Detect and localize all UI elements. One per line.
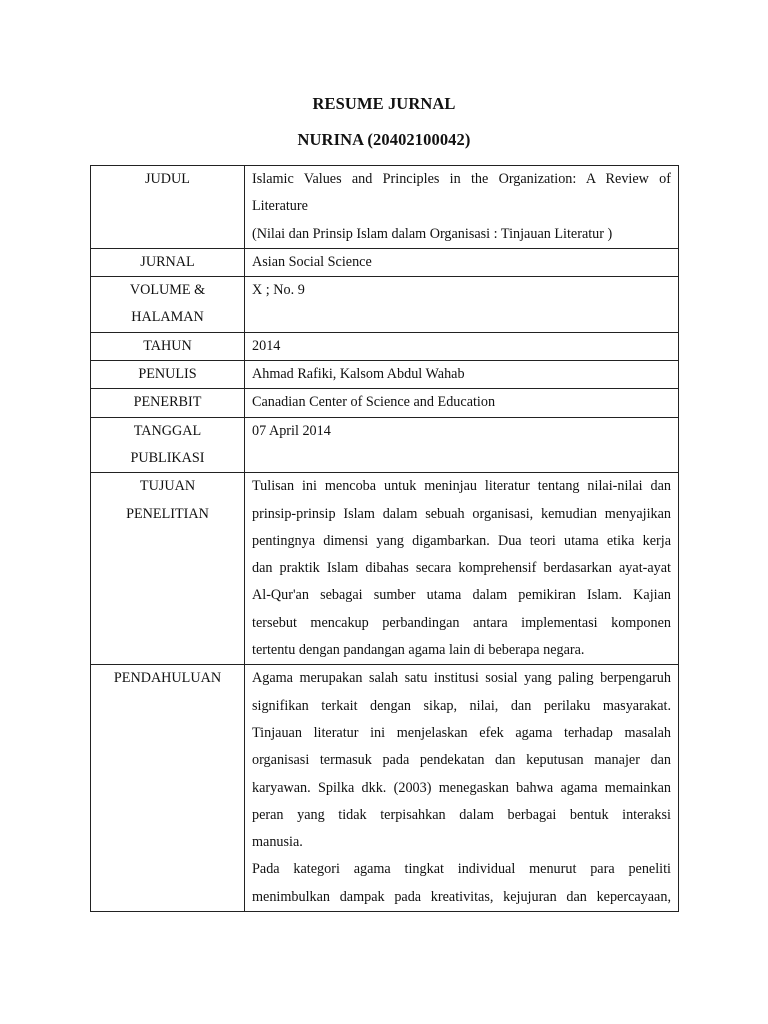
row-value-line: Pada kategori agama tingkat individual menurut para peneliti bbox=[252, 861, 671, 878]
row-value bbox=[245, 665, 679, 912]
row-value-line: 2014 bbox=[252, 337, 281, 354]
row-value-line: Islamic Values and Principles in the Organization: A Review of bbox=[252, 171, 671, 187]
row-label-line: TUJUAN bbox=[139, 478, 196, 495]
row-value-line: tertentu dengan pandangan agama lain di beberapa negara. bbox=[252, 642, 585, 659]
row-label bbox=[91, 166, 245, 249]
row-value bbox=[245, 248, 679, 276]
row-label bbox=[91, 417, 245, 473]
resume-table-body bbox=[91, 166, 679, 912]
row-label bbox=[91, 665, 245, 912]
row-value-line: menimbulkan dampak pada kreativitas, kejujuran dan kepercayaan, bbox=[252, 888, 671, 905]
row-value-line: tersebut mencakup perbandingan antara implementasi komponen bbox=[252, 614, 671, 631]
row-label bbox=[91, 361, 245, 389]
row-label bbox=[91, 277, 245, 333]
row-label bbox=[91, 332, 245, 360]
row-value-line: Tinjauan literatur ini menjelaskan efek agama terhadap masalah bbox=[252, 724, 671, 741]
row-label-line: PENULIS bbox=[138, 366, 197, 383]
row-label-line: JURNAL bbox=[140, 253, 195, 270]
row-value-line: X ; No. 9 bbox=[252, 282, 305, 299]
row-value-line: 07 April 2014 bbox=[252, 422, 331, 439]
table-row bbox=[91, 473, 679, 665]
row-label bbox=[91, 473, 245, 665]
row-value bbox=[245, 166, 679, 249]
row-value bbox=[245, 473, 679, 665]
row-value-line: signifikan terkait dengan sikap, nilai, dan perilaku masyarakat. bbox=[252, 697, 671, 714]
row-value-line: Canadian Center of Science and Education bbox=[252, 394, 496, 411]
row-value-line: (Nilai dan Prinsip Islam dalam Organisasi : Tinjauan Literatur ) bbox=[252, 225, 613, 242]
row-value-line: Asian Social Science bbox=[252, 253, 372, 270]
row-value bbox=[245, 332, 679, 360]
table-row bbox=[91, 361, 679, 389]
row-label-line: TAHUN bbox=[143, 337, 192, 354]
row-value-line: prinsip-prinsip Islam dalam sebuah organisasi, kemudian menyajikan bbox=[252, 505, 671, 522]
row-label-line: PENDAHULUAN bbox=[113, 670, 222, 687]
row-value-line: manusia. bbox=[252, 834, 303, 851]
row-value-line: peran yang tidak terpisahkan dalam berbagai bentuk interaksi bbox=[252, 806, 671, 823]
row-value bbox=[245, 389, 679, 417]
row-label-line: JUDUL bbox=[145, 171, 190, 187]
row-label-line: TANGGAL bbox=[133, 422, 202, 439]
table-row bbox=[91, 277, 679, 333]
table-row bbox=[91, 389, 679, 417]
row-value-line: pentingnya dimensi yang digambarkan. Dua teori utama etika kerja bbox=[252, 532, 671, 549]
table-row bbox=[91, 248, 679, 276]
row-value-line: Tulisan ini mencoba untuk meninjau literatur tentang nilai-nilai dan bbox=[252, 478, 671, 495]
table-row bbox=[91, 332, 679, 360]
row-value-line: Al-Qur'an sebagai sumber utama dalam pemikiran Islam. Kajian bbox=[252, 587, 671, 604]
row-value-line: Literature bbox=[252, 198, 308, 215]
row-label-line: PENERBIT bbox=[133, 394, 202, 411]
row-value-line: organisasi termasuk pada pendekatan dan keputusan manajer dan bbox=[252, 752, 671, 769]
row-value bbox=[245, 361, 679, 389]
row-value-line: Ahmad Rafiki, Kalsom Abdul Wahab bbox=[252, 366, 465, 383]
row-value-line: Agama merupakan salah satu institusi sosial yang paling berpengaruh bbox=[252, 670, 671, 687]
table-row bbox=[91, 166, 679, 249]
row-value bbox=[245, 277, 679, 333]
table-row bbox=[91, 417, 679, 473]
row-label-line: VOLUME & bbox=[129, 282, 206, 299]
row-label-line: PUBLIKASI bbox=[130, 449, 205, 466]
row-label bbox=[91, 389, 245, 417]
table-row bbox=[91, 665, 679, 912]
resume-table bbox=[90, 165, 679, 912]
document-subtitle: NURINA (20402100042) bbox=[297, 130, 471, 149]
row-value-line: karyawan. Spilka dkk. (2003) menegaskan bahwa agama memainkan bbox=[252, 779, 671, 796]
row-value bbox=[245, 417, 679, 473]
row-value-line: dan praktik Islam dibahas secara komprehensif berdasarkan ayat-ayat bbox=[252, 560, 671, 577]
row-label bbox=[91, 248, 245, 276]
row-label-line: PENELITIAN bbox=[126, 505, 209, 522]
document-title: RESUME JURNAL bbox=[312, 94, 456, 113]
row-label-line: HALAMAN bbox=[131, 309, 204, 326]
